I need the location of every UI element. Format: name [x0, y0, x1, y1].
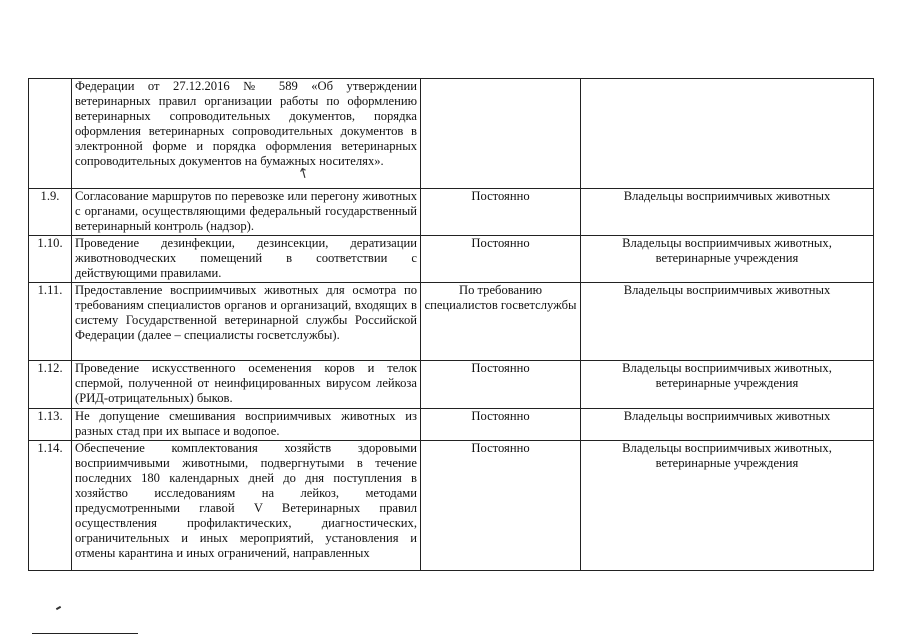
- measure-text: Предоставление восприимчивых животных для осмотра по требованиям специалистов органов и организаций, входящих в систему Государственной ветеринарной службы Российской Федерации (далее – специалисты госветслужбы).: [72, 283, 421, 361]
- measure-period: Постоянно: [421, 361, 581, 409]
- table-row: [29, 283, 874, 361]
- measure-text: Согласование маршрутов по перевозке или перегону животных с органами, осуществляющими федеральный государственный ветеринарный контроль (надзор).: [72, 189, 421, 236]
- measure-text: Обеспечение комплектования хозяйств здоровыми восприимчивыми животными, подвергнутыми в течение последних 180 календарных дней до дня поступления в хозяйство исследованиям на лейкоз, методами предусмотренными главой V Ветеринарных правил осуществления профилактических, диагностических, ограничительных и иных мероприятий, установления и отмены карантина и иных ограничений, направленных: [72, 441, 421, 571]
- measure-text: Не допущение смешивания восприимчивых животных из разных стад при их выпасе и водопое.: [72, 409, 421, 441]
- measure-responsible: Владельцы восприимчивых животных: [581, 283, 874, 361]
- row-number: 1.13.: [29, 409, 72, 441]
- table-row: [29, 441, 874, 571]
- row-number: 1.10.: [29, 236, 72, 283]
- measure-period: Постоянно: [421, 189, 581, 236]
- row-number: 1.11.: [29, 283, 72, 361]
- table-row: [29, 189, 874, 236]
- measure-text: Федерации от 27.12.2016 № 589 «Об утверждении ветеринарных правил организации работы по оформлению ветеринарных сопроводительных документов, порядка оформления ветеринарных сопроводительных документов в электронной форме и порядка оформления ветеринарных сопроводительных документов на бумажных носителях».: [72, 79, 421, 189]
- table-row: [29, 361, 874, 409]
- measure-responsible: Владельцы восприимчивых животных: [581, 189, 874, 236]
- table-row: [29, 409, 874, 441]
- measure-responsible: Владельцы восприимчивых животных, ветеринарные учреждения: [581, 441, 874, 571]
- row-number: 1.12.: [29, 361, 72, 409]
- measure-text: Проведение искусственного осеменения коров и телок спермой, полученной от неинфицированных вирусом лейкоза (РИД-отрицательных) быков.: [72, 361, 421, 409]
- scan-speck: [56, 606, 61, 610]
- measure-period: Постоянно: [421, 409, 581, 441]
- measure-period: По требованию специалистов госветслужбы: [421, 283, 581, 361]
- measure-responsible: [581, 79, 874, 189]
- measure-responsible: Владельцы восприимчивых животных, ветеринарные учреждения: [581, 361, 874, 409]
- table-row: [29, 236, 874, 283]
- measure-period: Постоянно: [421, 441, 581, 571]
- table-row: [29, 79, 874, 189]
- measure-text: Проведение дезинфекции, дезинсекции, дератизации животноводческих помещений в соответствии с действующими правилами.: [72, 236, 421, 283]
- measure-period: Постоянно: [421, 236, 581, 283]
- handwritten-mark: ↑: [296, 164, 312, 184]
- measures-table: [28, 78, 874, 571]
- measure-responsible: Владельцы восприимчивых животных: [581, 409, 874, 441]
- row-number: [29, 79, 72, 189]
- measure-period: [421, 79, 581, 189]
- row-number: 1.14.: [29, 441, 72, 571]
- measure-responsible: Владельцы восприимчивых животных, ветеринарные учреждения: [581, 236, 874, 283]
- footnote-separator-line: [32, 633, 138, 634]
- row-number: 1.9.: [29, 189, 72, 236]
